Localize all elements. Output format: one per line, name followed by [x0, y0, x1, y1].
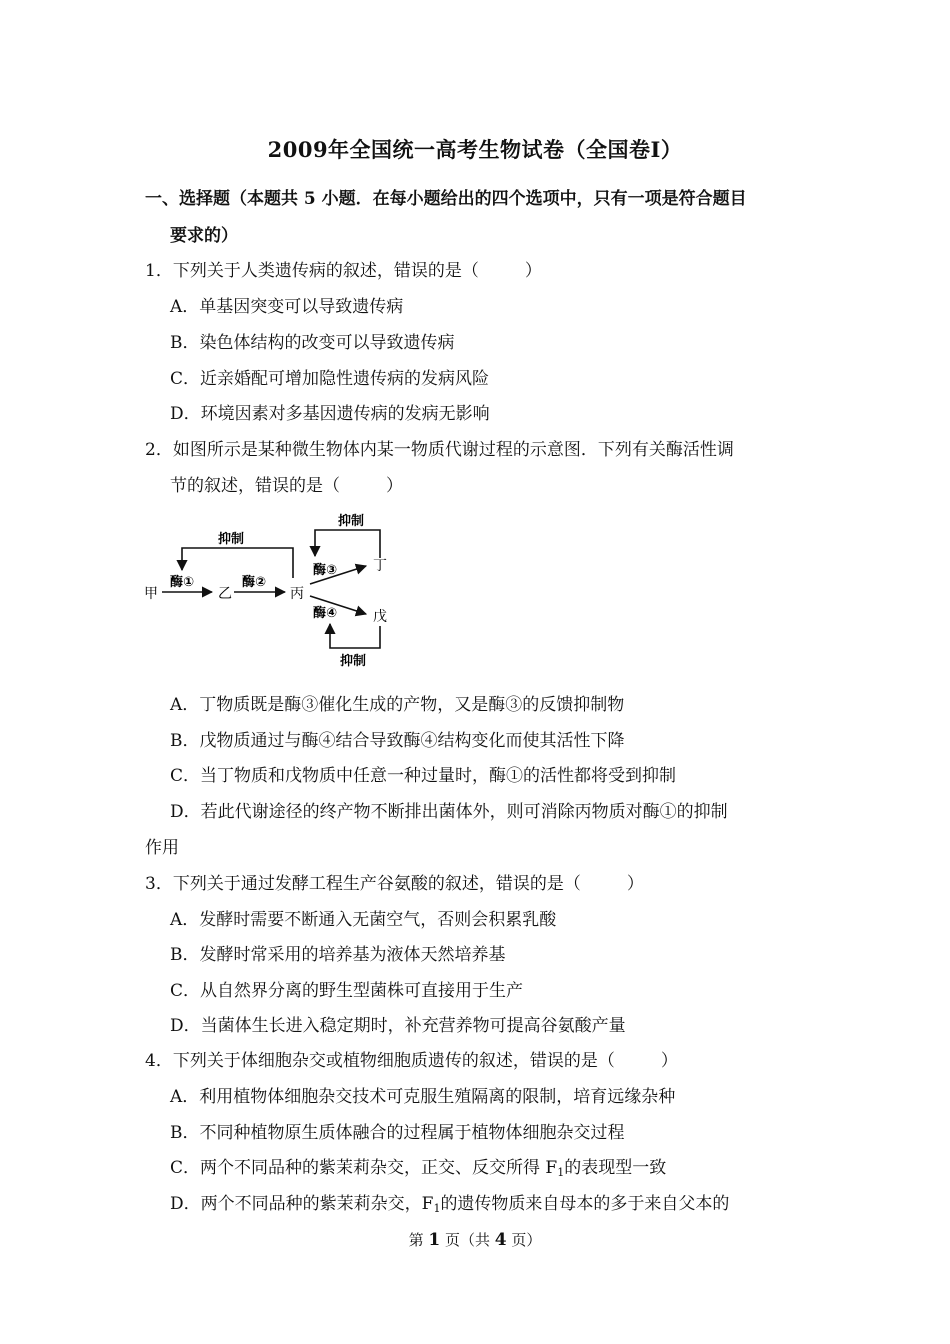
- q2-stem-line2: 节的叙述，错误的是（ ）: [170, 476, 403, 496]
- enzyme-2-label: 酶②: [242, 575, 267, 590]
- node-jia: 甲: [144, 586, 158, 602]
- q3-option-a: A．发酵时需要不断通入无菌空气，否则会积累乳酸: [170, 910, 557, 930]
- q2-option-d-line1: D．若此代谢途径的终产物不断排出菌体外，则可消除丙物质对酶①的抑制: [170, 802, 728, 822]
- inhibition-label-top: 抑制: [338, 514, 365, 529]
- q1-stem: 1．下列关于人类遗传病的叙述，错误的是（ ）: [145, 261, 542, 281]
- q2-option-c: C．当丁物质和戊物质中任意一种过量时，酶①的活性都将受到抑制: [170, 766, 677, 786]
- q3-option-d: D．当菌体生长进入稳定期时，补充营养物可提高谷氨酸产量: [170, 1016, 626, 1036]
- page-footer: 第 1 页（共 4 页）: [408, 1230, 542, 1250]
- q4-option-d: D．两个不同品种的紫茉莉杂交，$F_1$的遗传物质来自母本的多于来自父本的: [170, 1194, 730, 1215]
- enzyme-4-label: 酶④: [313, 606, 338, 621]
- node-wu: 戊: [373, 609, 387, 625]
- enzyme-3-label: 酶③: [313, 563, 338, 578]
- q4-stem: 4．下列关于体细胞杂交或植物细胞质遗传的叙述，错误的是（ ）: [145, 1051, 678, 1071]
- node-bing: 丙: [290, 586, 304, 602]
- q3-option-b: B．发酵时常采用的培养基为液体天然培养基: [170, 945, 506, 965]
- q3-option-c: C．从自然界分离的野生型菌株可直接用于生产: [170, 981, 524, 1001]
- q4-option-b: B．不同种植物原生质体融合的过程属于植物体细胞杂交过程: [170, 1123, 625, 1143]
- section-heading-line2: 要求的）: [170, 226, 238, 246]
- inhibition-label-bottom: 抑制: [340, 654, 367, 668]
- inhibition-line-top: [315, 530, 380, 558]
- page-title: 2009年全国统一高考生物试卷（全国卷Ⅰ）: [267, 137, 683, 162]
- node-ding: 丁: [373, 558, 387, 574]
- node-yi: 乙: [218, 586, 232, 602]
- q2-option-d-line2: 作用: [145, 838, 179, 858]
- inhibition-label-left: 抑制: [218, 532, 245, 547]
- q2-option-b: B．戊物质通过与酶④结合导致酶④结构变化而使其活性下降: [170, 731, 625, 751]
- q4-option-a: A．利用植物体细胞杂交技术可克服生殖隔离的限制，培育远缘杂种: [170, 1087, 676, 1107]
- inhibition-line-left: [182, 548, 293, 578]
- q1-option-d: D．环境因素对多基因遗传病的发病无影响: [170, 404, 490, 424]
- page-number: 1: [428, 1230, 441, 1250]
- q3-stem: 3．下列关于通过发酵工程生产谷氨酸的叙述，错误的是（ ）: [145, 874, 644, 894]
- q2-stem-line1: 2．如图所示是某种微生物体内某一物质代谢过程的示意图．下列有关酶活性调: [145, 440, 734, 460]
- metabolic-pathway-diagram: [130, 508, 410, 668]
- q1-option-c: C．近亲婚配可增加隐性遗传病的发病风险: [170, 369, 490, 389]
- q1-option-a: A．单基因突变可以导致遗传病: [170, 297, 404, 317]
- enzyme-1-label: 酶①: [170, 575, 195, 590]
- q4-option-c: C．两个不同品种的紫茉莉杂交，正交、反交所得 $F_1$的表现型一致: [170, 1158, 667, 1179]
- page-total: 4: [494, 1230, 507, 1250]
- inhibition-line-bottom: [330, 624, 380, 648]
- q1-option-b: B．染色体结构的改变可以导致遗传病: [170, 333, 455, 353]
- section-heading-line1: 一、选择题（本题共 5 小题．在每小题给出的四个选项中，只有一项是符合题目: [145, 189, 747, 209]
- q2-option-a: A．丁物质既是酶③催化生成的产物，又是酶③的反馈抑制物: [170, 695, 625, 715]
